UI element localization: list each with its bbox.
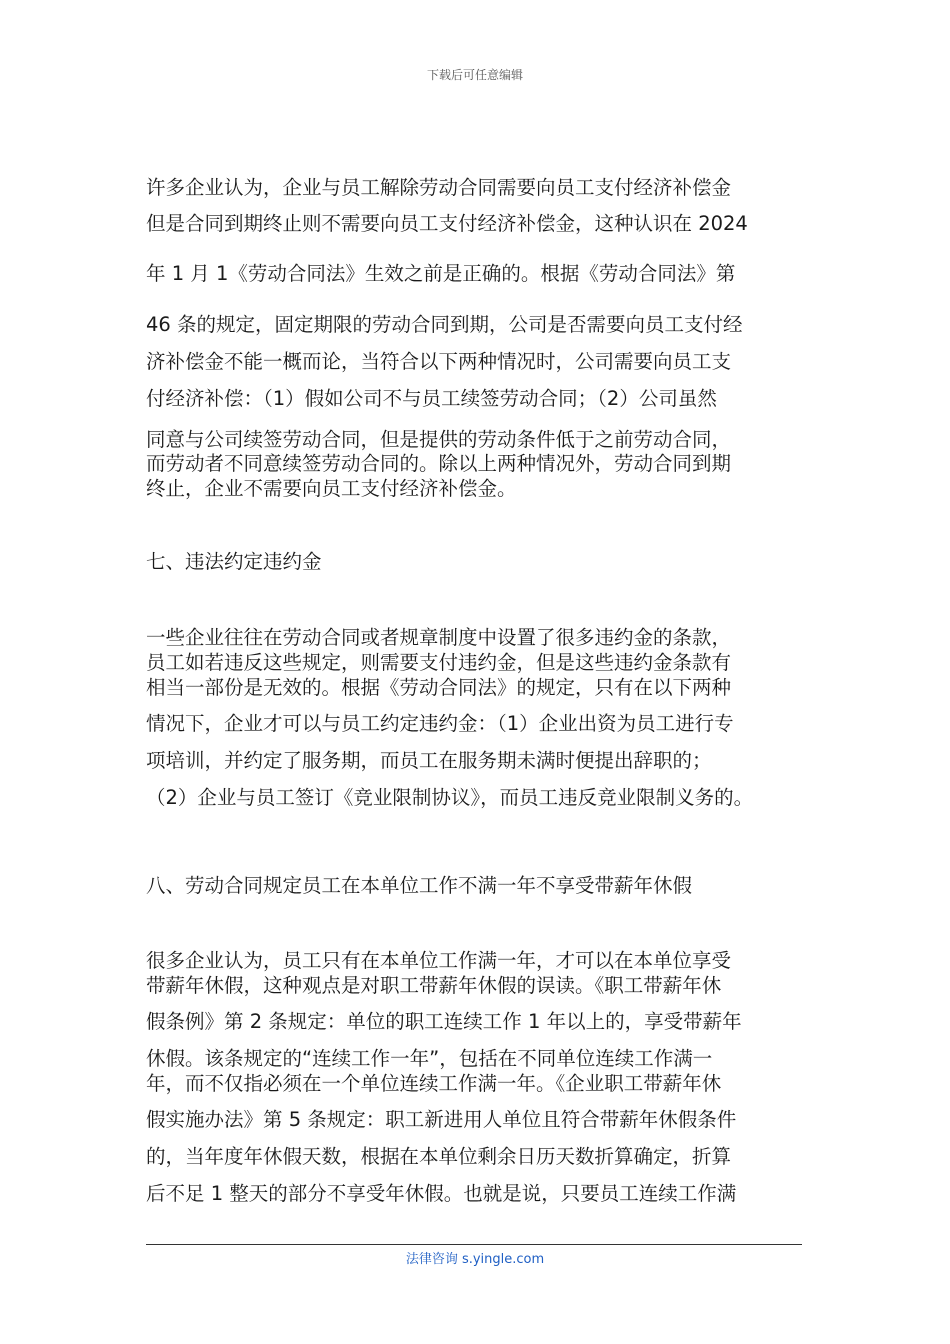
body-line: 情况下，企业才可以与员工约定违约金：（1）企业出资为员工进行专 <box>146 712 734 735</box>
section-heading: 八、劳动合同规定员工在本单位工作不满一年不享受带薪年休假 <box>146 874 693 897</box>
body-line: 后不足 1 整天的部分不享受年休假。也就是说，只要员工连续工作满 <box>146 1182 737 1205</box>
body-line: 的，当年度年休假天数，根据在本单位剩余日历天数折算确定，折算 <box>146 1145 732 1168</box>
body-line: 员工如若违反这些规定，则需要支付违约金，但是这些违约金条款有 <box>146 651 732 674</box>
body-line: 休假。该条规定的“连续工作一年”，包括在不同单位连续工作满一 <box>146 1047 713 1070</box>
body-line: 而劳动者不同意续签劳动合同的。除以上两种情况外，劳动合同到期 <box>146 452 732 475</box>
body-line: 济补偿金不能一概而论，当符合以下两种情况时，公司需要向员工支 <box>146 350 732 373</box>
section-heading: 七、违法约定违约金 <box>146 550 322 573</box>
body-line: 年 1 月 1《劳动合同法》生效之前是正确的。根据《劳动合同法》第 <box>146 262 736 285</box>
body-line: 付经济补偿：（1）假如公司不与员工续签劳动合同；（2）公司虽然 <box>146 387 717 410</box>
body-line: 同意与公司续签劳动合同，但是提供的劳动条件低于之前劳动合同， <box>146 428 732 451</box>
body-line: 假条例》第 2 条规定：单位的职工连续工作 1 年以上的，享受带薪年 <box>146 1010 742 1033</box>
page-footer: 法律咨询 s.yingle.com <box>405 1252 545 1267</box>
body-line: 终止，企业不需要向员工支付经济补偿金。 <box>146 477 517 500</box>
body-line: 假实施办法》第 5 条规定：职工新进用人单位且符合带薪年休假条件 <box>146 1108 737 1131</box>
body-line: 相当一部份是无效的。根据《劳动合同法》的规定，只有在以下两种 <box>146 676 732 699</box>
body-line: 项培训，并约定了服务期，而员工在服务期未满时便提出辞职的； <box>146 749 712 772</box>
body-line: （2）企业与员工签订《竞业限制协议》，而员工违反竞业限制义务的。 <box>146 786 754 809</box>
body-line: 一些企业往往在劳动合同或者规章制度中设置了很多违约金的条款， <box>146 626 732 649</box>
page-header: 下载后可任意编辑 <box>426 68 523 82</box>
body-line: 年，而不仅指必须在一个单位连续工作满一年。《企业职工带薪年休 <box>146 1072 722 1095</box>
body-line: 许多企业认为，企业与员工解除劳动合同需要向员工支付经济补偿金 <box>146 176 732 199</box>
body-line: 带薪年休假，这种观点是对职工带薪年休假的误读。《职工带薪年休 <box>146 974 722 997</box>
body-line: 很多企业认为，员工只有在本单位工作满一年，才可以在本单位享受 <box>146 949 732 972</box>
body-line: 46 条的规定，固定期限的劳动合同到期，公司是否需要向员工支付经 <box>146 313 743 336</box>
body-line: 但是合同到期终止则不需要向员工支付经济补偿金，这种认识在 2024 <box>146 212 748 235</box>
footer-divider <box>146 1244 802 1245</box>
